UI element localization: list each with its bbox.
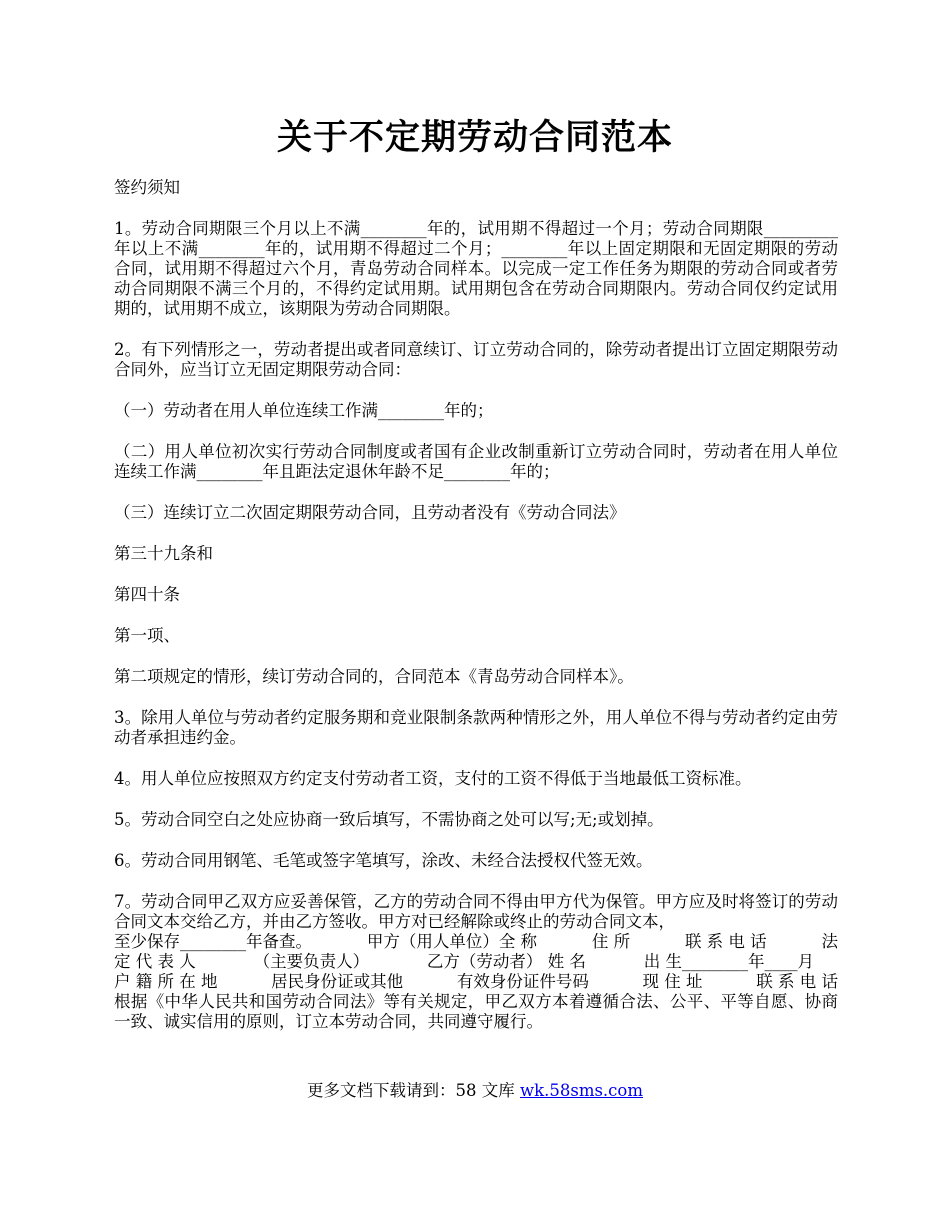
item-1-line: 第一项、 (114, 626, 180, 645)
item-2-line: 第二项规定的情形，续订劳动合同的，合同范本《青岛劳动合同样本》。 (114, 667, 634, 686)
section-heading: 签约须知 (114, 178, 180, 197)
form-row-1 (114, 932, 838, 952)
article-39-line: 第三十九条和 (114, 544, 213, 563)
form-row-3-cell: 联 系 电 话 (756, 972, 838, 991)
form-row-3-cell: 户 籍 所 在 地 (114, 972, 218, 991)
closing-text: 根据《中华人民共和国劳动合同法》等有关规定，甲乙双方本着遵循合法、公平、平等自愿、协商一致、诚实信用的原则，订立本劳动合同，共同遵守履行。 (114, 992, 838, 1031)
footer-link[interactable]: wk.58sms.com (519, 1081, 643, 1100)
paragraph-5: 5。劳动合同空白之处应协商一致后填写，不需协商之处可以写;无;或划掉。 (114, 810, 664, 829)
paragraph-1: 1。劳动合同期限三个月以上不满________年的，试用期不得超过一个月；劳动合同期限_________年以上不满________年的，试用期不得超过二个月；________年以上固定期限和无固定期限的劳动合同，试用期不得超过六个月，青岛劳动合同样本。以完成一定工作任务为期限的劳动合同或者劳动合同期限不满三个月的，不得约定试用期。试用期包含在劳动合同期限内。劳动合同仅约定试用期的，试用期不成立，该期限为劳动合同期限。 (114, 219, 838, 318)
paragraph-3: 3。除用人单位与劳动者约定服务期和竞业限制条款两种情形之外，用人单位不得与劳动者约定由劳动者承担违约金。 (114, 708, 838, 747)
paragraph-7-text: 7。劳动合同甲乙双方应妥善保管，乙方的劳动合同不得由甲方代为保管。甲方应及时将签订的劳动合同文本交给乙方，并由乙方签收。甲方对已经解除或终止的劳动合同文本， (114, 892, 838, 931)
paragraph-2-item-1: （一）劳动者在用人单位连续工作满________年的； (114, 401, 494, 420)
form-row-2-cell: 乙方（劳动者） 姓 名 (426, 952, 586, 971)
form-row-1-cell: 法 (821, 932, 838, 951)
form-row-1-cell: 甲方（用人单位）全 称 (366, 932, 538, 951)
document-title: 关于不定期劳动合同范本 (276, 117, 673, 158)
form-row-3-cell: 居民身份证或其他 (271, 972, 404, 991)
form-row-2-cell: （主要负责人） (253, 952, 370, 971)
document-body (114, 178, 838, 1032)
form-row-2-cell: 定 代 表 人 (114, 952, 196, 971)
paragraph-2-item-2: （二）用人单位初次实行劳动合同制度或者国有企业改制重新订立劳动合同时，劳动者在用人单位连续工作满________年且距法定退休年龄不足________年的； (114, 442, 838, 481)
form-row-3-cell: 现 住 址 (642, 972, 703, 991)
paragraph-4: 4。用人单位应按照双方约定支付劳动者工资，支付的工资不得低于当地最低工资标准。 (114, 769, 752, 788)
form-row-3 (114, 972, 838, 992)
paragraph-7 (114, 892, 838, 1032)
footer-prefix: 更多文档下载请到：58 文库 (306, 1081, 520, 1100)
form-row-2 (114, 952, 838, 972)
form-row-1-cell: 至少保存________年备查。 (114, 932, 312, 951)
form-row-1-cell: 联 系 电 话 (684, 932, 767, 951)
form-row-1-cell: 住 所 (591, 932, 631, 951)
paragraph-2-item-3: （三）连续订立二次固定期限劳动合同，且劳动者没有《劳动合同法》 (114, 503, 626, 522)
form-row-2-cell: 出 生________年____月 (643, 952, 814, 971)
paragraph-6: 6。劳动合同用钢笔、毛笔或签字笔填写，涂改、未经合法授权代签无效。 (114, 851, 653, 870)
paragraph-2: 2。有下列情形之一，劳动者提出或者同意续订、订立劳动合同的，除劳动者提出订立固定期限劳动合同外，应当订立无固定期限劳动合同： (114, 340, 838, 379)
article-40-line: 第四十条 (114, 585, 180, 604)
footer (0, 1081, 950, 1101)
form-row-3-cell: 有效身份证件号码 (456, 972, 589, 991)
